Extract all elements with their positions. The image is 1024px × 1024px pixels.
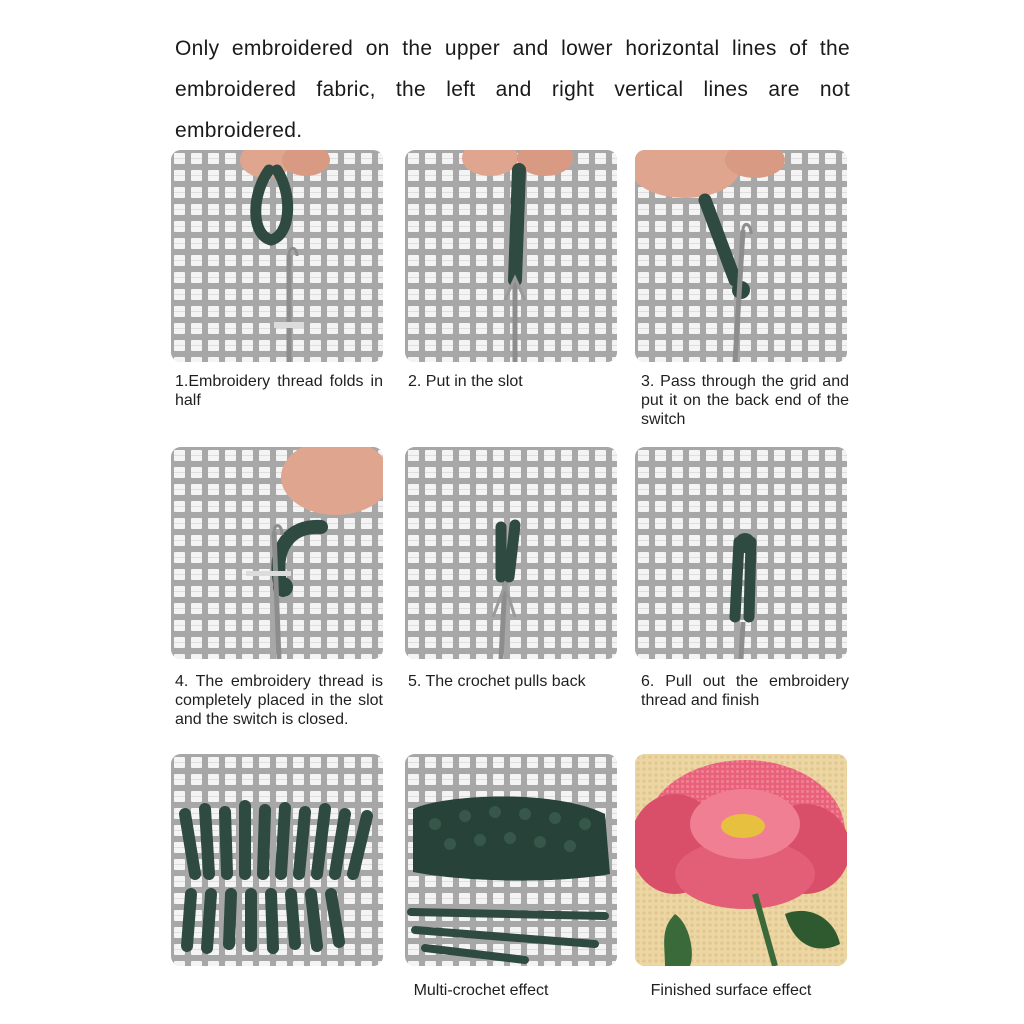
step-2-photo xyxy=(405,150,617,362)
finished-peony-rug-photo xyxy=(635,754,847,966)
step-1-photo xyxy=(171,150,383,362)
step-6-caption: 6. Pull out the embroidery thread and finish xyxy=(641,673,849,709)
step-6-photo xyxy=(635,447,847,659)
step-5-caption: 5. The crochet pulls back xyxy=(408,673,586,690)
multi-crochet-caption: Multi-crochet effect xyxy=(413,982,549,999)
step-3-photo xyxy=(635,150,847,362)
instruction-heading xyxy=(175,28,850,151)
step-5-photo xyxy=(405,447,617,659)
multi-crochet-effect-photo xyxy=(405,754,617,966)
step-2-caption: 2. Put in the slot xyxy=(408,373,523,390)
step-4-caption: 4. The embroidery thread is completely placed in the slot and the switch is closed. xyxy=(175,673,383,728)
step-3-caption: 3. Pass through the grid and put it on the back end of the switch xyxy=(641,373,849,428)
finished-surface-caption: Finished surface effect xyxy=(650,982,812,999)
heading-line-3: embroidered. xyxy=(175,119,303,142)
rows-of-knots-photo xyxy=(171,754,383,966)
heading-line-2: embroidered fabric, the left and right vertical lines are not xyxy=(175,78,850,101)
step-4-photo xyxy=(171,447,383,659)
step-1-caption: 1.Embroidery thread folds in half xyxy=(175,373,383,409)
heading-line-1: Only embroidered on the upper and lower horizontal lines of the xyxy=(175,37,850,60)
